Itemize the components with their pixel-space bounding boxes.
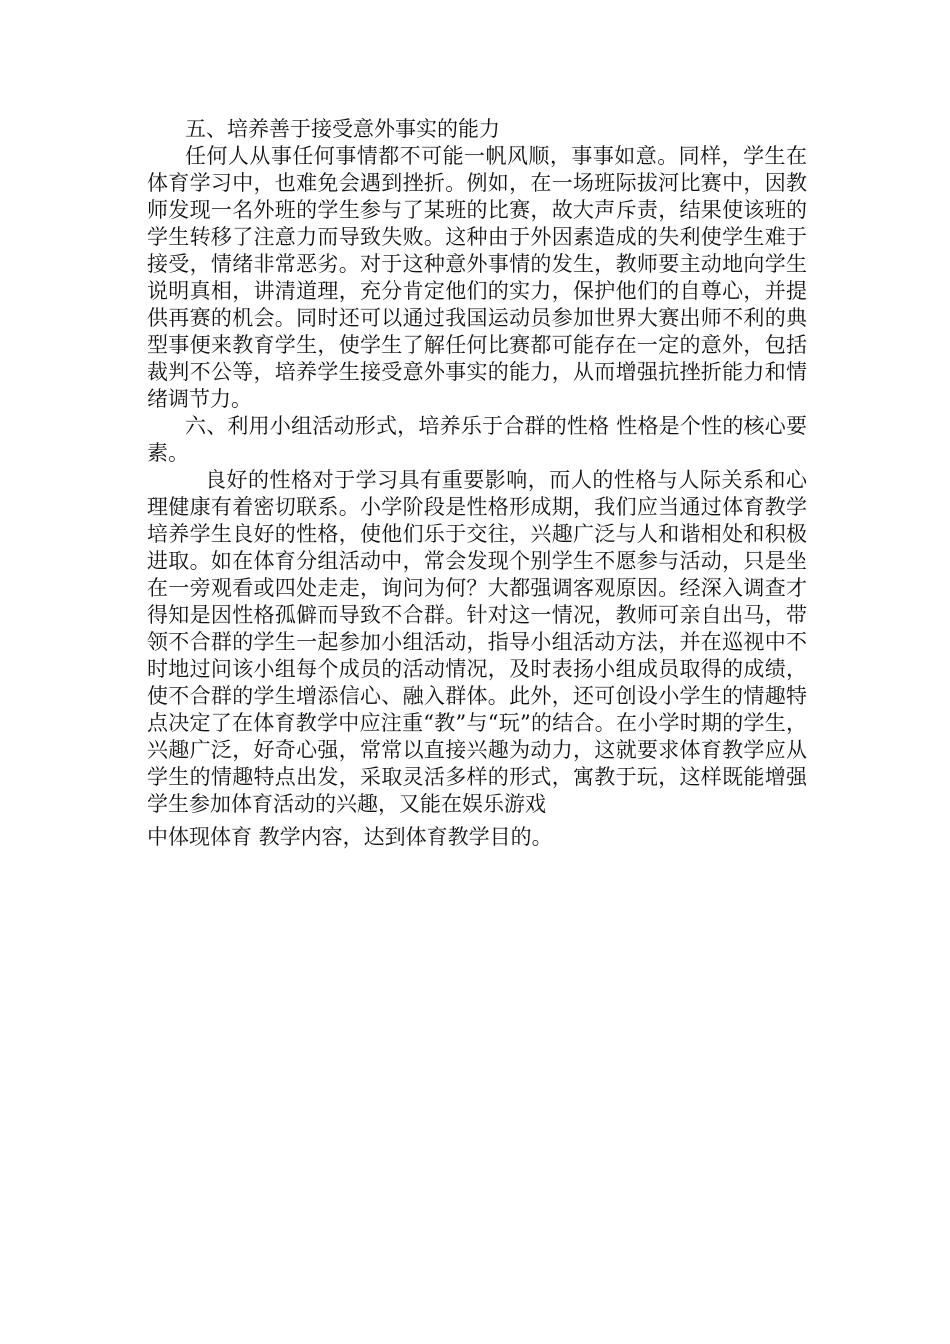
document-body: [147, 116, 807, 851]
paragraph-group-activity: 良好的性格对于学习具有重要影响，而人的性格与人际关系和心理健康有着密切联系。小学阶段是性格形成期，我们应当通过体育教学培养学生良好的性格，使他们乐于交往，兴趣广泛与人和谐相处和积极进取。如在体育分组活动中，常会发现个别学生不愿参与活动，只是坐在一旁观看或四处走走，询问为何？大都强调客观原因。经深入调查才得知是因性格孤僻而导致不合群。针对这一情况，教师可亲自出马，带领不合群的学生一起参加小组活动，指导小组活动方法，并在巡视中不时地过问该小组每个成员的活动情况，及时表扬小组成员取得的成绩，使不合群的学生增添信心、融入群体。此外，还可创设小学生的情趣特点决定了在体育教学中应注重“教”与“玩”的结合。在小学时期的学生，兴趣广泛，好奇心强，常常以直接兴趣为动力，这就要求体育教学应从学生的情趣特点出发，采取灵活多样的形式，寓教于玩，这样既能增强学生参加体育活动的兴趣，又能在娱乐游戏: [147, 468, 807, 816]
section-heading-six: 六、利用小组活动形式，培养乐于合群的性格 性格是个性的核心要素。: [147, 414, 807, 465]
paragraph-setback-ability: 任何人从事任何事情都不可能一帆风顺，事事如意。同样，学生在体育学习中，也难免会遇到挫折。例如，在一场班际拔河比赛中，因教师发现一名外班的学生参与了某班的比赛，故大声斥责，结果使该班的学生转移了注意力而导致失败。这种由于外因素造成的失利使学生难于接受，情绪非常恶劣。对于这种意外事情的发生，教师要主动地向学生说明真相，讲清道理，充分肯定他们的实力，保护他们的自尊心，并提供再赛的机会。同时还可以通过我国运动员参加世界大赛出师不利的典型事便来教育学生，使学生了解任何比赛都可能存在一定的意外，包括裁判不公等，培养学生接受意外事实的能力，从而增强抗挫折能力和情绪调节力。: [147, 144, 807, 411]
paragraph-closing-line: 中体现体育 教学内容，达到体育教学目的。: [147, 825, 553, 849]
section-heading-five: 五、培养善于接受意外事实的能力: [185, 117, 500, 141]
